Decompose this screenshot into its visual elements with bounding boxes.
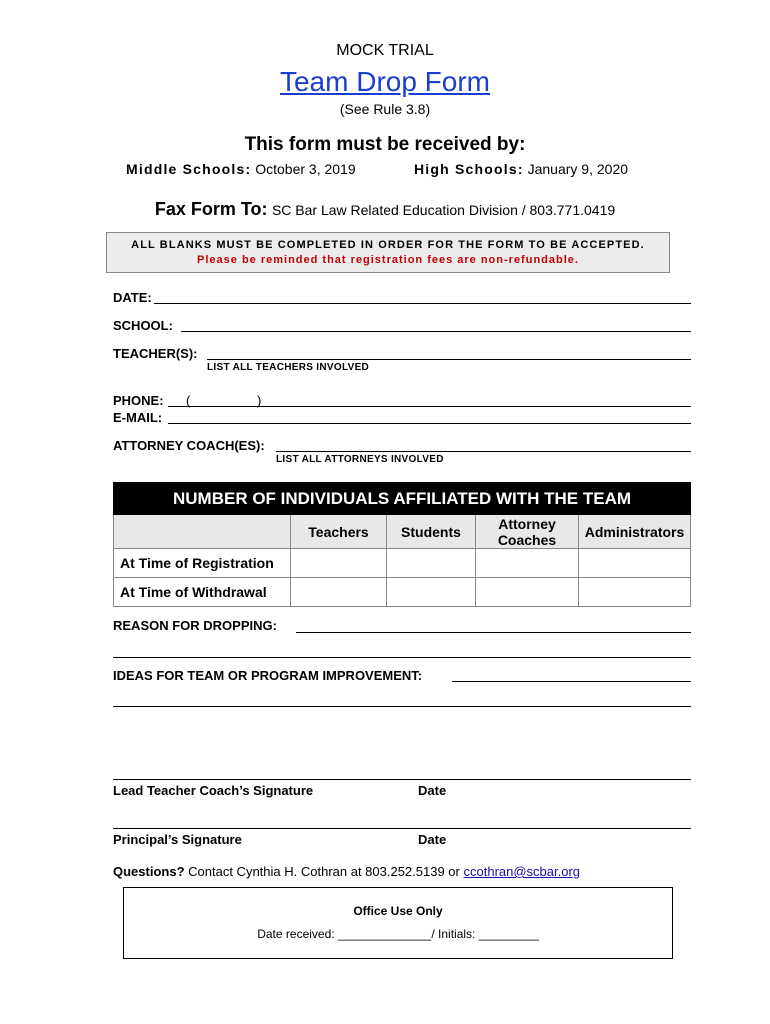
office-use-fields: Date received: ______________/ Initials: _________ <box>257 927 539 941</box>
withdrawal-teachers-cell[interactable] <box>291 578 387 607</box>
column-students: Students <box>387 515 476 549</box>
registration-administrators-cell[interactable] <box>579 549 691 578</box>
questions-text: Contact Cynthia H. Cothran at 803.252.5139 or <box>188 864 460 879</box>
phone-field[interactable] <box>168 406 691 407</box>
email-label: E-MAIL: <box>113 410 163 425</box>
reason-field-line-1[interactable] <box>296 632 691 633</box>
lead-teacher-date-label: Date <box>418 783 447 798</box>
teachers-label: TEACHER(S): <box>113 346 198 361</box>
table-row <box>114 549 691 578</box>
middle-school-date: October 3, 2019 <box>255 161 356 177</box>
table-title: NUMBER OF INDIVIDUALS AFFILIATED WITH THE TEAM <box>114 483 691 515</box>
ideas-field-line-2[interactable] <box>113 706 691 707</box>
registration-students-cell[interactable] <box>387 549 476 578</box>
rule-note: (See Rule 3.8) <box>339 101 431 117</box>
contact-email-link[interactable]: ccothran@scbar.org <box>463 864 581 879</box>
notice-line-2: Please be reminded that registration fees are non-refundable. <box>197 254 579 266</box>
email-field[interactable] <box>168 423 691 424</box>
teachers-field[interactable] <box>207 359 691 360</box>
phone-area-open: ( <box>186 393 191 408</box>
table-row <box>114 578 691 607</box>
middle-school-deadline <box>126 161 356 177</box>
high-school-deadline <box>414 161 628 177</box>
withdrawal-attorneys-cell[interactable] <box>476 578 579 607</box>
notice-line-1: ALL BLANKS MUST BE COMPLETED IN ORDER FOR THE FORM TO BE ACCEPTED. <box>131 239 645 251</box>
school-field[interactable] <box>181 331 691 332</box>
fax-destination: SC Bar Law Related Education Division / 803.771.0419 <box>271 202 616 218</box>
attorneys-field[interactable] <box>276 451 691 452</box>
lead-teacher-signature-label: Lead Teacher Coach’s Signature <box>113 783 314 798</box>
reason-label: REASON FOR DROPPING: <box>113 618 277 633</box>
date-label: DATE: <box>113 290 152 305</box>
table-corner-cell <box>114 515 291 549</box>
column-teachers: Teachers <box>291 515 387 549</box>
questions-line <box>113 864 580 879</box>
column-attorney-coaches: Attorney Coaches <box>476 515 579 549</box>
principal-date-label: Date <box>418 832 447 847</box>
high-school-label: High Schools: <box>414 161 524 177</box>
ideas-label: IDEAS FOR TEAM OR PROGRAM IMPROVEMENT: <box>113 668 423 683</box>
principal-signature-label: Principal’s Signature <box>113 832 242 847</box>
row-label-registration: At Time of Registration <box>114 549 291 578</box>
questions-label: Questions? <box>113 864 185 879</box>
high-school-date: January 9, 2020 <box>527 161 629 177</box>
middle-school-label: Middle Schools: <box>126 161 252 177</box>
deadline-heading: This form must be received by: <box>244 134 526 155</box>
reason-field-line-2[interactable] <box>113 657 691 658</box>
principal-signature-line[interactable] <box>113 828 691 829</box>
notice-box <box>106 232 670 273</box>
fax-label: Fax Form To: <box>154 199 268 219</box>
date-field[interactable] <box>154 303 691 304</box>
form-title: Team Drop Form <box>279 66 491 97</box>
registration-attorneys-cell[interactable] <box>476 549 579 578</box>
registration-teachers-cell[interactable] <box>291 549 387 578</box>
phone-area-close: ) <box>257 393 262 408</box>
teachers-hint: LIST ALL TEACHERS INVOLVED <box>207 362 370 373</box>
ideas-field-line-1[interactable] <box>452 681 691 682</box>
fax-line <box>0 199 770 220</box>
phone-label: PHONE: <box>113 393 164 408</box>
attorneys-label: ATTORNEY COACH(ES): <box>113 438 265 453</box>
office-use-title: Office Use Only <box>353 904 443 918</box>
school-label: SCHOOL: <box>113 318 173 333</box>
affiliation-table <box>113 482 691 607</box>
withdrawal-students-cell[interactable] <box>387 578 476 607</box>
lead-teacher-signature-line[interactable] <box>113 779 691 780</box>
attorneys-hint: LIST ALL ATTORNEYS INVOLVED <box>276 454 444 465</box>
program-name: MOCK TRIAL <box>336 42 434 59</box>
row-label-withdrawal: At Time of Withdrawal <box>114 578 291 607</box>
office-use-box <box>123 887 673 959</box>
withdrawal-administrators-cell[interactable] <box>579 578 691 607</box>
column-administrators: Administrators <box>579 515 691 549</box>
